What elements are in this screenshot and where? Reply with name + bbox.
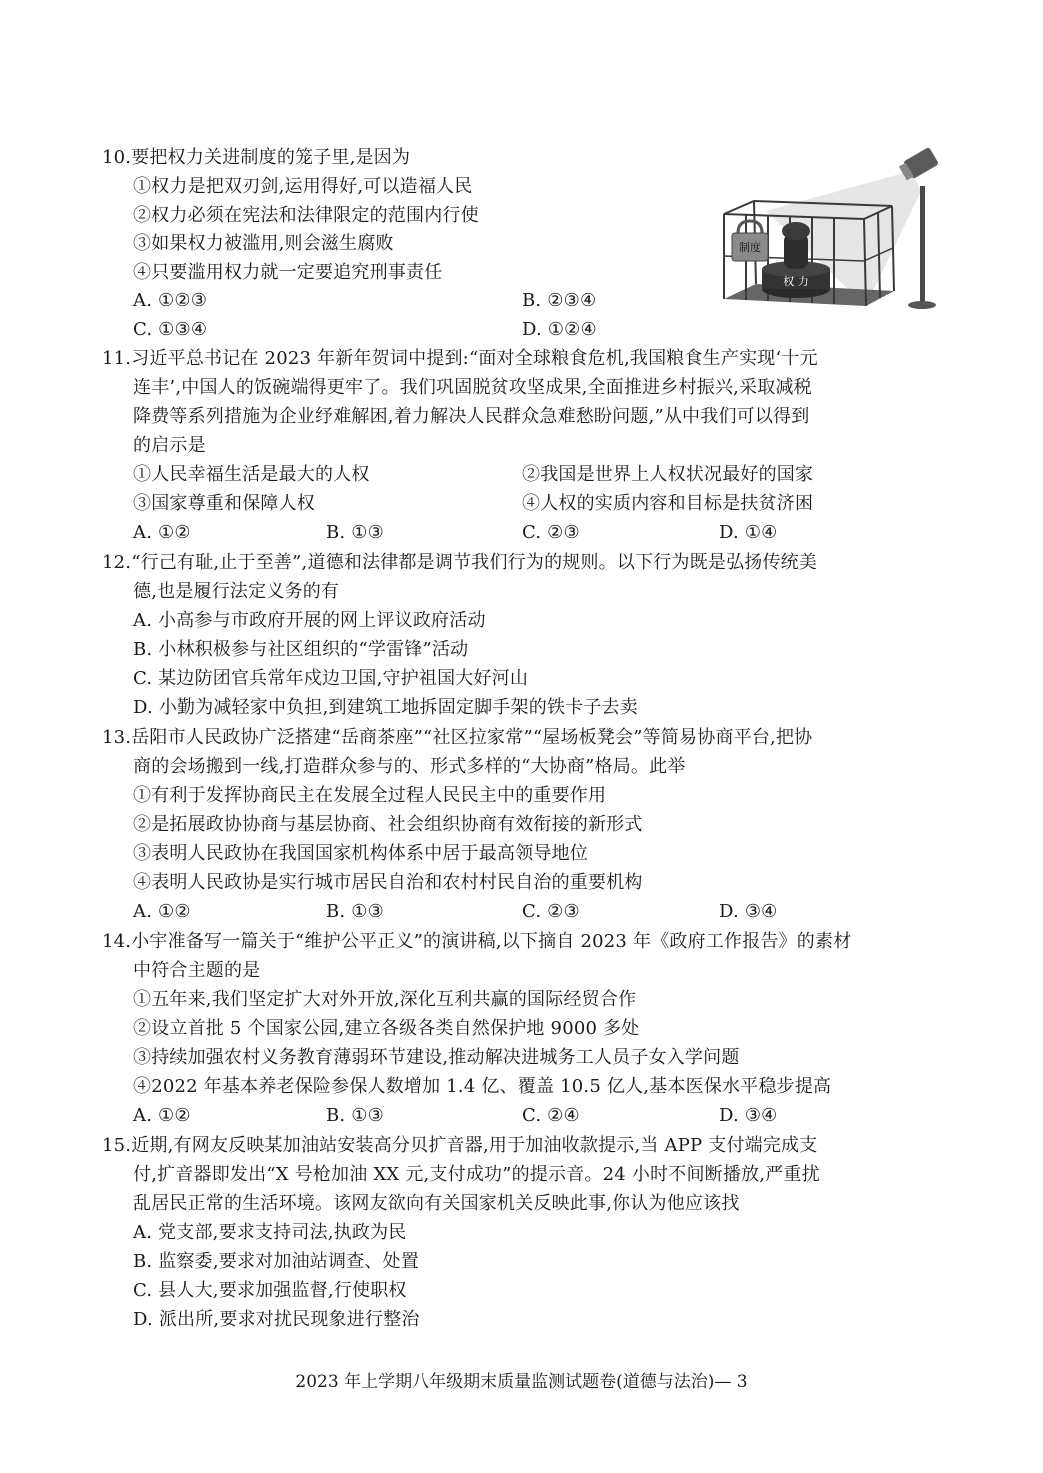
q10-statement-1: ①权力是把双刃剑,运用得好,可以造福人民: [133, 176, 473, 197]
q15-stem-line-2: 付,扩音器即发出“X 号枪加油 XX 元,支付成功”的提示音。24 小时不间断播放,严重扰: [133, 1164, 820, 1185]
q14-statement-4: ④2022 年基本养老保险参保人数增加 1.4 亿、覆盖 10.5 亿人,基本医保水平稳步提高: [133, 1076, 832, 1097]
q11-statement-2: ②我国是世界上人权状况最好的国家: [522, 464, 814, 485]
q14-option-a: A. ①②: [133, 1105, 191, 1126]
q15-option-d: D. 派出所,要求对扰民现象进行整治: [133, 1309, 420, 1330]
q13-stem-line-2: 商的会场搬到一线,打造群众参与的、形式多样的“大协商”格局。此举: [133, 756, 686, 777]
question-10-stem: 10.要把权力关进制度的笼子里,是因为: [102, 147, 411, 168]
q11-statement-3: ③国家尊重和保障人权: [133, 493, 315, 514]
q13-statement-3: ③表明人民政协在我国国家机构体系中居于最高领导地位: [133, 843, 588, 864]
q11-option-b: B. ①③: [326, 522, 384, 543]
q11-stem-line-3: 降费等系列措施为企业纾难解困,着力解决人民群众急难愁盼问题,”从中我们可以得到: [133, 406, 810, 427]
q11-option-a: A. ①②: [133, 522, 191, 543]
q14-option-b: B. ①③: [326, 1105, 384, 1126]
question-14-stem: 14.小宇准备写一篇关于“维护公平正义”的演讲稿,以下摘自 2023 年《政府工作报告》的素材: [102, 931, 852, 952]
q15-option-b: B. 监察委,要求对加油站调查、处置: [133, 1251, 419, 1272]
q11-stem-line-2: 连丰’,中国人的饭碗端得更牢了。我们巩固脱贫攻坚成果,全面推进乡村振兴,采取减税: [133, 377, 812, 398]
q12-option-b: B. 小林积极参与社区组织的“学雷锋”活动: [133, 639, 469, 660]
q14-statement-3: ③持续加强农村义务教育薄弱环节建设,推动解决进城务工人员子女入学问题: [133, 1047, 740, 1068]
q14-option-d: D. ③④: [719, 1105, 778, 1126]
q12-stem-line-2: 德,也是履行法定义务的有: [133, 581, 340, 602]
q12-option-a: A. 小高参与市政府开展的网上评议政府活动: [133, 610, 486, 631]
q14-statement-2: ②设立首批 5 个国家公园,建立各级各类自然保护地 9000 多处: [133, 1018, 640, 1039]
question-12-stem: 12.“行己有耻,止于至善”,道德和法律都是调节我们行为的规则。以下行为既是弘扬传统美: [102, 552, 818, 573]
q11-option-c: C. ②③: [522, 522, 580, 543]
q10-statement-3: ③如果权力被滥用,则会滋生腐败: [133, 233, 394, 254]
q15-stem-line-3: 乱居民正常的生活环境。该网友欲向有关国家机关反映此事,你认为他应该找: [133, 1193, 740, 1214]
q11-option-d: D. ①④: [719, 522, 778, 543]
q15-option-a: A. 党支部,要求支持司法,执政为民: [133, 1222, 407, 1243]
question-11-stem: 11.习近平总书记在 2023 年新年贺词中提到:“面对全球粮食危机,我国粮食生产实现‘十元: [102, 348, 818, 369]
q10-option-a: A. ①②③: [133, 290, 208, 311]
page-footer: 2023 年上学期八年级期末质量监测试题卷(道德与法治)— 3: [295, 1372, 748, 1392]
q13-option-c: C. ②③: [522, 901, 580, 922]
q14-statement-1: ①五年来,我们坚定扩大对外开放,深化互利共赢的国际经贸合作: [133, 989, 637, 1010]
stamp-label: 权 力: [783, 275, 809, 288]
question-13-stem: 13.岳阳市人民政协广泛搭建“岳商茶座”“社区拉家常”“屋场板凳会”等简易协商平台,把协: [102, 727, 813, 748]
q14-stem-line-2: 中符合主题的是: [133, 960, 261, 981]
q13-option-a: A. ①②: [133, 901, 191, 922]
q13-statement-4: ④表明人民政协是实行城市居民自治和农村村民自治的重要机构: [133, 872, 643, 893]
q12-option-c: C. 某边防团官兵常年戍边卫国,守护祖国大好河山: [133, 668, 529, 689]
q14-option-c: C. ②④: [522, 1105, 580, 1126]
q10-option-b: B. ②③④: [522, 290, 597, 311]
q15-option-c: C. 县人大,要求加强监督,行使职权: [133, 1280, 407, 1301]
lock-label: 制度: [739, 241, 761, 254]
q10-statement-2: ②权力必须在宪法和法律限定的范围内行使: [133, 205, 479, 226]
q10-statement-4: ④只要滥用权力就一定要追究刑事责任: [133, 262, 443, 283]
q11-statement-4: ④人权的实质内容和目标是扶贫济困: [522, 493, 814, 514]
power-cage-illustration: [716, 141, 946, 313]
q13-statement-1: ①有利于发挥协商民主在发展全过程人民民主中的重要作用: [133, 785, 607, 806]
q10-option-c: C. ①③④: [133, 319, 208, 340]
q11-statement-1: ①人民幸福生活是最大的人权: [133, 464, 370, 485]
q13-option-b: B. ①③: [326, 901, 384, 922]
q10-option-d: D. ①②④: [522, 319, 597, 340]
q12-option-d: D. 小勤为减轻家中负担,到建筑工地拆固定脚手架的铁卡子去卖: [133, 697, 638, 718]
q13-option-d: D. ③④: [719, 901, 778, 922]
q11-stem-line-4: 的启示是: [133, 435, 206, 456]
q13-statement-2: ②是拓展政协协商与基层协商、社会组织协商有效衔接的新形式: [133, 814, 643, 835]
question-15-stem: 15.近期,有网友反映某加油站安装高分贝扩音器,用于加油收款提示,当 APP 支付端完成支: [102, 1135, 818, 1156]
